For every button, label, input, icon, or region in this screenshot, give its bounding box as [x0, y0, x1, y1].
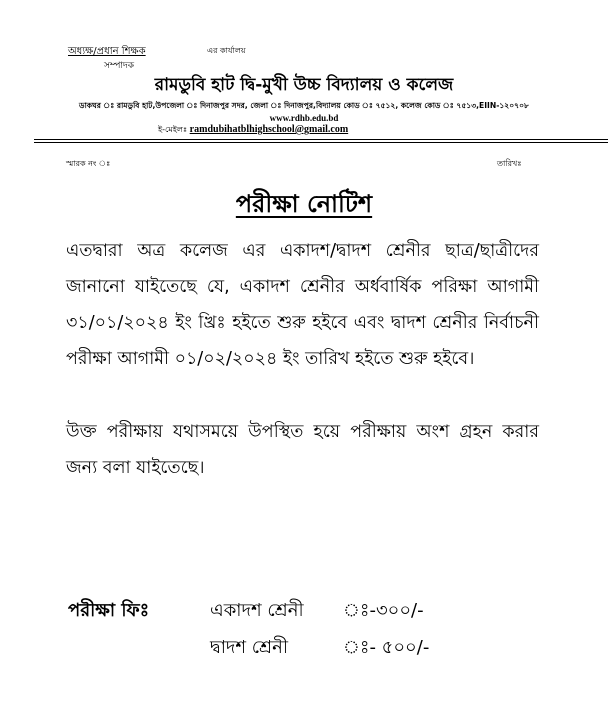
email-row	[158, 124, 348, 137]
date-label: তারিখঃ	[497, 159, 522, 168]
email-link[interactable]: ramdubihatblhighschool@gmail.com	[189, 124, 349, 135]
school-name: রামডুবি হাট দ্বি-মুখী উচ্চ বিদ্যালয় ও কলেজ	[154, 75, 454, 95]
address-line: ডাকঘর ঃ রামডুবি হাট,উপজেলা ঃ দিনাজপুর সদর, জেলা ঃ দিনাজপুর,বিদ্যালয় কোড ঃ ৭৫১২, কলেজ কোড ঃ ৭৫১৩,EIIN-১২০৭০৮	[79, 101, 529, 110]
fee-amount-eleven: ঃ-৩০০/-	[343, 600, 424, 621]
fee-class-eleven: একাদশ শ্রেনী	[210, 600, 304, 621]
office-role: অধ্যক্ষ/প্রধান শিক্ষক	[68, 46, 146, 57]
fee-class-twelve: দ্বাদশ শ্রেনী	[210, 637, 289, 658]
notice-title	[0, 186, 608, 226]
memo-number-label: স্মারক নং ঃ	[66, 159, 111, 168]
notice-title-text: পরীক্ষা নোটিশ	[235, 190, 373, 218]
notice-paragraph-1: এতদ্বারা অত্র কলেজ এর একাদশ/দ্বাদশ শ্রেনীর ছাত্র/ছাত্রীদের জানানো যাইতেছে যে, একাদশ শ্রেনীর অর্ধবার্ষিক পরিক্ষা আগামী ৩১/০১/২০২৪ ইং খ্রিঃ হইতে শুরু হইবে এবং দ্বাদশ শ্রেনীর নির্বাচনী পরীক্ষা আগামী ০১/০২/২০২৪ ইং তারিখ হইতে শুরু হইবে।	[66, 241, 539, 369]
header-divider	[34, 139, 608, 140]
website-link[interactable]: www.rdhb.edu.bd	[269, 113, 339, 123]
office-suffix: এর কার্যালয়	[207, 46, 246, 55]
exam-fee-label: পরীক্ষা ফিঃ	[68, 600, 150, 621]
fee-amount-twelve: ঃ- ৫০০/-	[343, 637, 430, 658]
email-label: ই-মেইলঃ	[158, 125, 188, 134]
notice-paragraph-2: উক্ত পরীক্ষায় যথাসময়ে উপস্থিত হয়ে পরীক্ষায় অংশ গ্রহন করার জন্য বলা যাইতেছে।	[66, 422, 539, 478]
header-divider-secondary	[34, 142, 608, 143]
editor-label: সম্পাদক	[104, 61, 135, 71]
